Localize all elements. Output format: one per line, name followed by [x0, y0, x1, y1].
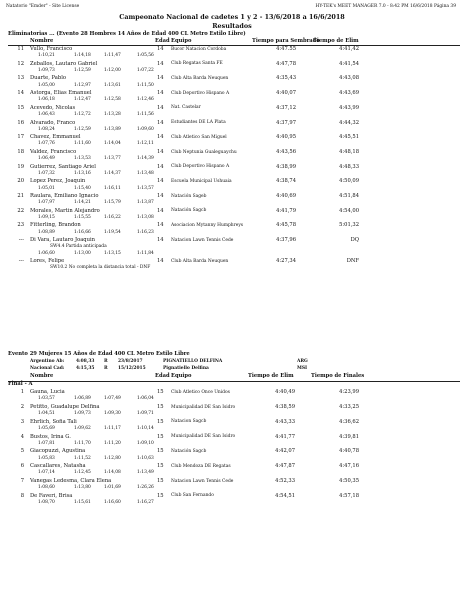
split-time: 1:26,26 [137, 485, 154, 491]
seed-time: 4:47,78 [276, 60, 296, 67]
athlete-name: Fitterling, Brandon [30, 222, 81, 229]
split-time: 1:12,59 [74, 67, 91, 73]
athlete-age: 14 [157, 237, 164, 244]
split-time: 1:07,32 [38, 170, 55, 176]
place: 13 [17, 75, 24, 82]
header-right: HY-TEK's MEET MANAGER 7.0 - 8:42 PM 16/6/2018 Página 39 [315, 4, 456, 9]
athlete-name: Lores, Felipe [30, 258, 65, 265]
split-time: 1:09,71 [137, 411, 154, 417]
record-code: ARG [297, 358, 308, 364]
split-time: 1:09,62 [74, 425, 91, 431]
split-time: 1:03,57 [38, 396, 55, 402]
seed-time: 4:43,56 [276, 148, 296, 155]
athlete-age: 14 [157, 193, 164, 199]
dq-note: SW10.2 No completa la distancia total - DNF [50, 265, 151, 271]
elim-time: 4:43,69 [339, 90, 359, 97]
split-time: 1:14,21 [74, 200, 91, 206]
athlete-age: 15 [157, 448, 164, 455]
result-status: DQ [350, 237, 359, 244]
split-time: 1:05,83 [38, 455, 55, 461]
place: 19 [17, 163, 24, 170]
split-time: 1:11,20 [104, 440, 121, 446]
split-time: 1:16,22 [104, 214, 121, 220]
split-time: 1:10,21 [38, 53, 55, 59]
split-time: 1:11,52 [74, 455, 91, 461]
col-name: Nombre [30, 38, 54, 44]
split-time: 1:13,61 [104, 82, 121, 88]
team-name: Escuela Municipal Ushuaia [171, 178, 232, 184]
split-time: 1:11,50 [137, 82, 154, 88]
elim-time: 4:44,32 [339, 119, 359, 126]
split-time: 1:11,70 [74, 440, 91, 446]
team-name: Natación Sageb [171, 193, 207, 199]
split-time: 1:14,08 [104, 470, 121, 476]
col-final: Tiempo de Finales [311, 373, 365, 380]
split-time: 1:16,11 [104, 185, 121, 191]
split-time: 1:13,87 [137, 200, 154, 206]
team-name: Natación Sagcb [171, 448, 207, 454]
athlete-age: 14 [157, 222, 164, 229]
split-time: 1:13,80 [74, 485, 91, 491]
split-time: 1:13,48 [137, 170, 154, 176]
split-time: 1:06,60 [38, 251, 55, 257]
split-time: 1:09,73 [74, 411, 91, 417]
elim-time: 4:43,08 [339, 75, 359, 82]
split-time: 1:12,58 [104, 97, 121, 103]
event-29-title: Evento 29 Mujeres 15 Años de Edad 400 CL Metro Estilo Libre [8, 351, 190, 357]
athlete-age: 14 [157, 178, 164, 185]
split-time: 1:11,56 [137, 112, 154, 117]
split-time: 1:10,63 [137, 455, 154, 461]
athlete-age: 14 [157, 75, 164, 82]
header-rule [8, 45, 460, 46]
split-time: 1:08,60 [38, 485, 55, 491]
seed-time: 4:37,97 [276, 119, 296, 126]
record-date: 23/8/2017 [118, 358, 143, 364]
split-time: 1:10,14 [137, 425, 154, 431]
place: --- [18, 237, 24, 244]
team-name: Club Alta Barda Neuquen [171, 258, 229, 264]
split-time: 1:05,00 [38, 82, 55, 88]
elim-time: 4:38,59 [275, 403, 295, 410]
dq-note: SW4.4 Partida anticipada [50, 244, 107, 250]
split-time: 1:11,17 [104, 425, 121, 431]
split-time: 1:08,89 [38, 229, 55, 235]
team-name: Natacion Sagcb [171, 419, 207, 425]
team-name: Club Atletico San Miguel [171, 134, 227, 140]
split-time: 1:12,45 [74, 470, 91, 476]
place: 21 [17, 193, 24, 199]
place: 22 [17, 207, 24, 214]
elim-time: 4:54,00 [339, 207, 359, 214]
split-time: 1:07,14 [38, 470, 55, 476]
result-status: DNF [346, 258, 359, 265]
athlete-age: 15 [157, 418, 164, 425]
team-name: Nat. Castelar [171, 105, 201, 111]
split-time: 1:11,47 [104, 53, 121, 59]
team-name: Municipalidad DE San Isidro [171, 434, 236, 440]
split-time: 1:12,97 [74, 82, 91, 88]
split-time: 1:13,28 [104, 112, 121, 117]
split-time: 1:12,72 [74, 112, 91, 117]
elim-time: 4:41,77 [275, 433, 295, 440]
athlete-age: 14 [157, 104, 164, 111]
elim-time: 4:43,33 [275, 418, 295, 425]
team-name: Club Deportivo Hispano A [171, 90, 230, 96]
athlete-name: Di Vara, Lautaro Joaquin [30, 237, 95, 244]
col-age: Edad [155, 38, 170, 44]
seed-time: 4:47.55 [276, 46, 296, 52]
col-team: Equipo [171, 38, 192, 44]
athlete-age: 14 [157, 60, 164, 67]
athlete-name: Gauna, Lucia [30, 389, 65, 396]
place: 6 [20, 463, 24, 470]
athlete-age: 14 [157, 258, 164, 265]
team-name: Municipalidad DE San Isidro [171, 404, 236, 410]
place: 5 [20, 448, 24, 455]
split-time: 1:15,40 [74, 185, 91, 191]
meet-title: Campeonato Nacional de cadetes 1 y 2 - 13/6/2018 a 16/6/2018 [119, 13, 345, 21]
athlete-age: 14 [157, 134, 164, 141]
athlete-name: De Faveri, Brisa [30, 492, 73, 499]
split-time: 1:07,49 [104, 396, 121, 402]
split-time: 1:15,61 [74, 499, 91, 505]
elim-time: 4:48,18 [339, 148, 359, 155]
athlete-age: 15 [157, 463, 164, 470]
split-time: 1:13,15 [104, 251, 121, 257]
athlete-name: Duarte, Pablo [30, 75, 66, 82]
split-time: 1:13,16 [74, 170, 91, 176]
place: 3 [20, 418, 24, 425]
elim-time: 4:45,51 [339, 134, 359, 141]
place: --- [18, 258, 24, 265]
split-time: 1:13,89 [104, 126, 121, 132]
elim-time: 4:41,42 [339, 46, 359, 52]
split-time: 1:05,69 [38, 425, 55, 431]
split-time: 1:07,22 [137, 67, 154, 73]
elim-time: 4:48,33 [339, 163, 359, 170]
elim-time: 4:40,49 [275, 389, 295, 396]
place: 4 [20, 433, 24, 440]
team-name: Club Regatas Santa FE [171, 61, 223, 67]
team-name: Club Deportivo Hispano A [171, 164, 230, 170]
team-name: Club Mendoza DE Regatas [171, 463, 231, 469]
elim-time: 4:42,07 [275, 448, 295, 455]
elim-time: 4:47,87 [275, 463, 295, 470]
split-time: 1:12,11 [137, 141, 154, 147]
athlete-name: Raulara, Emiliano Ignacio [30, 193, 99, 199]
record-holder: PIGNATIELLO DELFINA [163, 358, 223, 364]
split-time: 1:14,18 [74, 53, 91, 59]
team-name: Club Neptunia Gualeguaychu [171, 149, 237, 155]
elim-time: 4:52,33 [275, 477, 295, 484]
split-time: 1:06,89 [74, 396, 91, 402]
split-time: 1:13,49 [137, 470, 154, 476]
final-time: 4:57,18 [339, 492, 359, 499]
elim-time: 4:54,51 [275, 492, 295, 499]
split-time: 1:12,00 [104, 67, 121, 73]
split-time: 1:09,10 [137, 440, 154, 446]
record-holder: Pignatiello Delfina [163, 365, 209, 371]
team-name: Club Atletico Once Unidos [171, 389, 230, 395]
col-name: Nombre [30, 373, 54, 380]
athlete-age: 14 [157, 46, 164, 52]
athlete-name: Astorga, Elias Emanuel [30, 90, 92, 97]
split-time: 1:06,18 [38, 97, 55, 103]
place: 20 [17, 178, 24, 185]
split-time: 1:13,53 [74, 156, 91, 162]
athlete-age: 14 [157, 163, 164, 170]
col-age: Edad [155, 373, 170, 380]
split-time: 1:05,01 [38, 185, 55, 191]
record-flag: R [104, 358, 108, 364]
split-time: 1:12,46 [137, 97, 154, 103]
place: 18 [17, 148, 24, 155]
athlete-name: Zeballos, Lautaro Gabriel [30, 60, 98, 67]
final-time: 4:39,81 [339, 433, 359, 440]
split-time: 1:01,69 [104, 485, 121, 491]
team-name: Club San Fernando [171, 493, 214, 499]
split-time: 1:16,60 [104, 499, 121, 505]
seed-time: 4:41,79 [276, 207, 296, 214]
final-time: 4:40,78 [339, 448, 359, 455]
elim-time: 5:01,32 [339, 222, 359, 229]
split-time: 1:12,47 [74, 97, 91, 103]
athlete-name: Valdez, Francisco [30, 148, 77, 155]
elim-time: 4:43,99 [339, 104, 359, 111]
split-time: 1:12,59 [74, 126, 91, 132]
athlete-name: Cascallares, Natasha [30, 463, 86, 470]
elim-time: 4:51,84 [339, 193, 359, 199]
place: 14 [17, 90, 24, 97]
split-time: 1:09,60 [137, 126, 154, 132]
split-time: 1:04,51 [38, 411, 55, 417]
final-time: 4:23,99 [339, 389, 359, 396]
split-time: 1:15,79 [104, 200, 121, 206]
place: 8 [20, 492, 24, 499]
final-time: 4:47,16 [339, 463, 359, 470]
athlete-name: Alvarado, Franco [30, 119, 76, 126]
seed-time: 4:40,07 [276, 90, 296, 97]
split-time: 1:06,04 [137, 396, 154, 402]
seed-time: 4:40,69 [276, 193, 296, 199]
place: 11 [17, 46, 24, 52]
split-time: 1:14,39 [137, 156, 154, 162]
split-time: 1:11,84 [137, 251, 154, 257]
final-time: 4:50,35 [339, 477, 359, 484]
col-team: Equipo [171, 373, 192, 380]
place: 7 [20, 477, 24, 484]
seed-time: 4:40,95 [276, 134, 296, 141]
split-time: 1:11,60 [74, 141, 91, 147]
split-time: 1:06,49 [38, 156, 55, 162]
place: 1 [20, 389, 24, 396]
team-name: Club Alta Barda Neuquen [171, 76, 229, 81]
place: 16 [17, 119, 24, 126]
athlete-age: 14 [157, 90, 164, 97]
record-flag: R [104, 365, 108, 371]
record-time: 4:15,35 [76, 365, 95, 371]
seed-time: 4:37,12 [276, 104, 296, 111]
col-elim: Tiempo de Elim [313, 38, 359, 44]
athlete-age: 15 [157, 389, 164, 396]
athlete-name: Giacopuzzi, Agustina [30, 448, 86, 455]
split-time: 1:07,81 [38, 440, 55, 446]
split-time: 1:13,08 [137, 214, 154, 220]
split-time: 1:08,70 [38, 499, 55, 505]
split-time: 1:09,15 [38, 214, 55, 220]
place: 15 [17, 104, 24, 111]
athlete-name: Vanegas Ledesma, Clara Elena [30, 477, 112, 484]
record-time: 4:08,33 [76, 358, 95, 364]
athlete-age: 15 [157, 433, 164, 440]
split-time: 1:06,43 [38, 112, 55, 117]
final-time: 4:33,25 [339, 403, 359, 410]
athlete-name: Morales, Martin Alejandro [30, 207, 100, 214]
section-final-a: Final - A [8, 381, 33, 388]
seed-time: 4:45,78 [276, 222, 296, 229]
split-time: 1:16,23 [137, 229, 154, 235]
split-time: 1:16,27 [137, 499, 154, 505]
team-name: Asociacion Mytanny Humphreys [171, 223, 244, 228]
athlete-name: Lopez Perez, Joaquin [30, 178, 86, 185]
seed-time: 4:27,34 [276, 258, 296, 265]
split-time: 1:09,30 [104, 411, 121, 417]
results-heading: Resultados [212, 22, 252, 30]
athlete-age: 15 [157, 477, 164, 484]
team-name: Estudiantes DE LA Plata [171, 120, 226, 126]
seed-time: 4:38,74 [276, 178, 296, 185]
athlete-name: Petitto, Guadalupe Delfina [30, 403, 100, 410]
split-time: 1:09,73 [38, 67, 55, 73]
header-left: Natatorio "Emder" - Site License [6, 4, 80, 9]
split-time: 1:07,97 [38, 200, 55, 206]
final-time: 4:36,62 [339, 418, 359, 425]
seed-time: 4:35,43 [276, 75, 296, 82]
split-time: 1:19,54 [104, 229, 121, 235]
athlete-age: 15 [157, 403, 164, 410]
athlete-name: Bustos, Irina G. [30, 433, 71, 440]
split-time: 1:05,56 [137, 53, 154, 59]
athlete-age: 15 [157, 492, 164, 499]
place: 17 [17, 134, 24, 141]
team-name: Natacion Lawn Tennis Cede [171, 237, 234, 243]
col-seed: Tiempo para Sembrado [252, 38, 320, 44]
split-time: 1:14,04 [104, 141, 121, 147]
split-time: 1:14,37 [104, 170, 121, 176]
split-time: 1:08,24 [38, 126, 55, 132]
split-time: 1:16,66 [74, 229, 91, 235]
team-name: Natacion Lawn Tennis Cede [171, 478, 234, 484]
event-28-title: Eliminatorias ... (Evento 28 Hombres 14 Años de Edad 400 CL Metro Estilo Libre) [8, 31, 246, 37]
team-name: Bucor Natacion Cordoba [171, 46, 227, 52]
place: 23 [17, 222, 24, 229]
record-label: Nacional Cad: [30, 365, 65, 371]
elim-time: 4:50,09 [339, 178, 359, 185]
split-time: 1:12,80 [104, 455, 121, 461]
seed-time: 4:37,96 [276, 237, 296, 244]
elim-time: 4:41,54 [339, 60, 359, 67]
seed-time: 4:38,99 [276, 163, 296, 170]
split-time: 1:13,00 [74, 251, 91, 257]
split-time: 1:13,57 [137, 185, 154, 191]
athlete-name: Chavez, Emmanuel [30, 134, 81, 141]
athlete-name: Ehrlich, Sofia Tali [30, 418, 77, 425]
split-time: 1:07,76 [38, 141, 55, 147]
col-elim: Tiempo de Elim [248, 373, 294, 380]
athlete-age: 14 [157, 148, 164, 155]
athlete-age: 14 [157, 207, 164, 214]
athlete-name: Gutierrez, Santiago Ariel [30, 163, 96, 170]
place: 12 [17, 60, 24, 67]
split-time: 1:13,77 [104, 156, 121, 162]
athlete-age: 14 [157, 119, 164, 126]
record-date: 15/12/2015 [118, 365, 146, 371]
record-label: Argentino Ab: [30, 358, 65, 364]
record-code: MSI [297, 365, 308, 371]
split-time: 1:15,55 [74, 214, 91, 220]
place: 2 [20, 403, 24, 410]
header-rule [8, 381, 460, 382]
athlete-name: Vullo, Francisco [30, 46, 73, 52]
athlete-name: Acevedo, Nicolas [30, 104, 76, 111]
team-name: Natación Sagcb [171, 208, 207, 214]
